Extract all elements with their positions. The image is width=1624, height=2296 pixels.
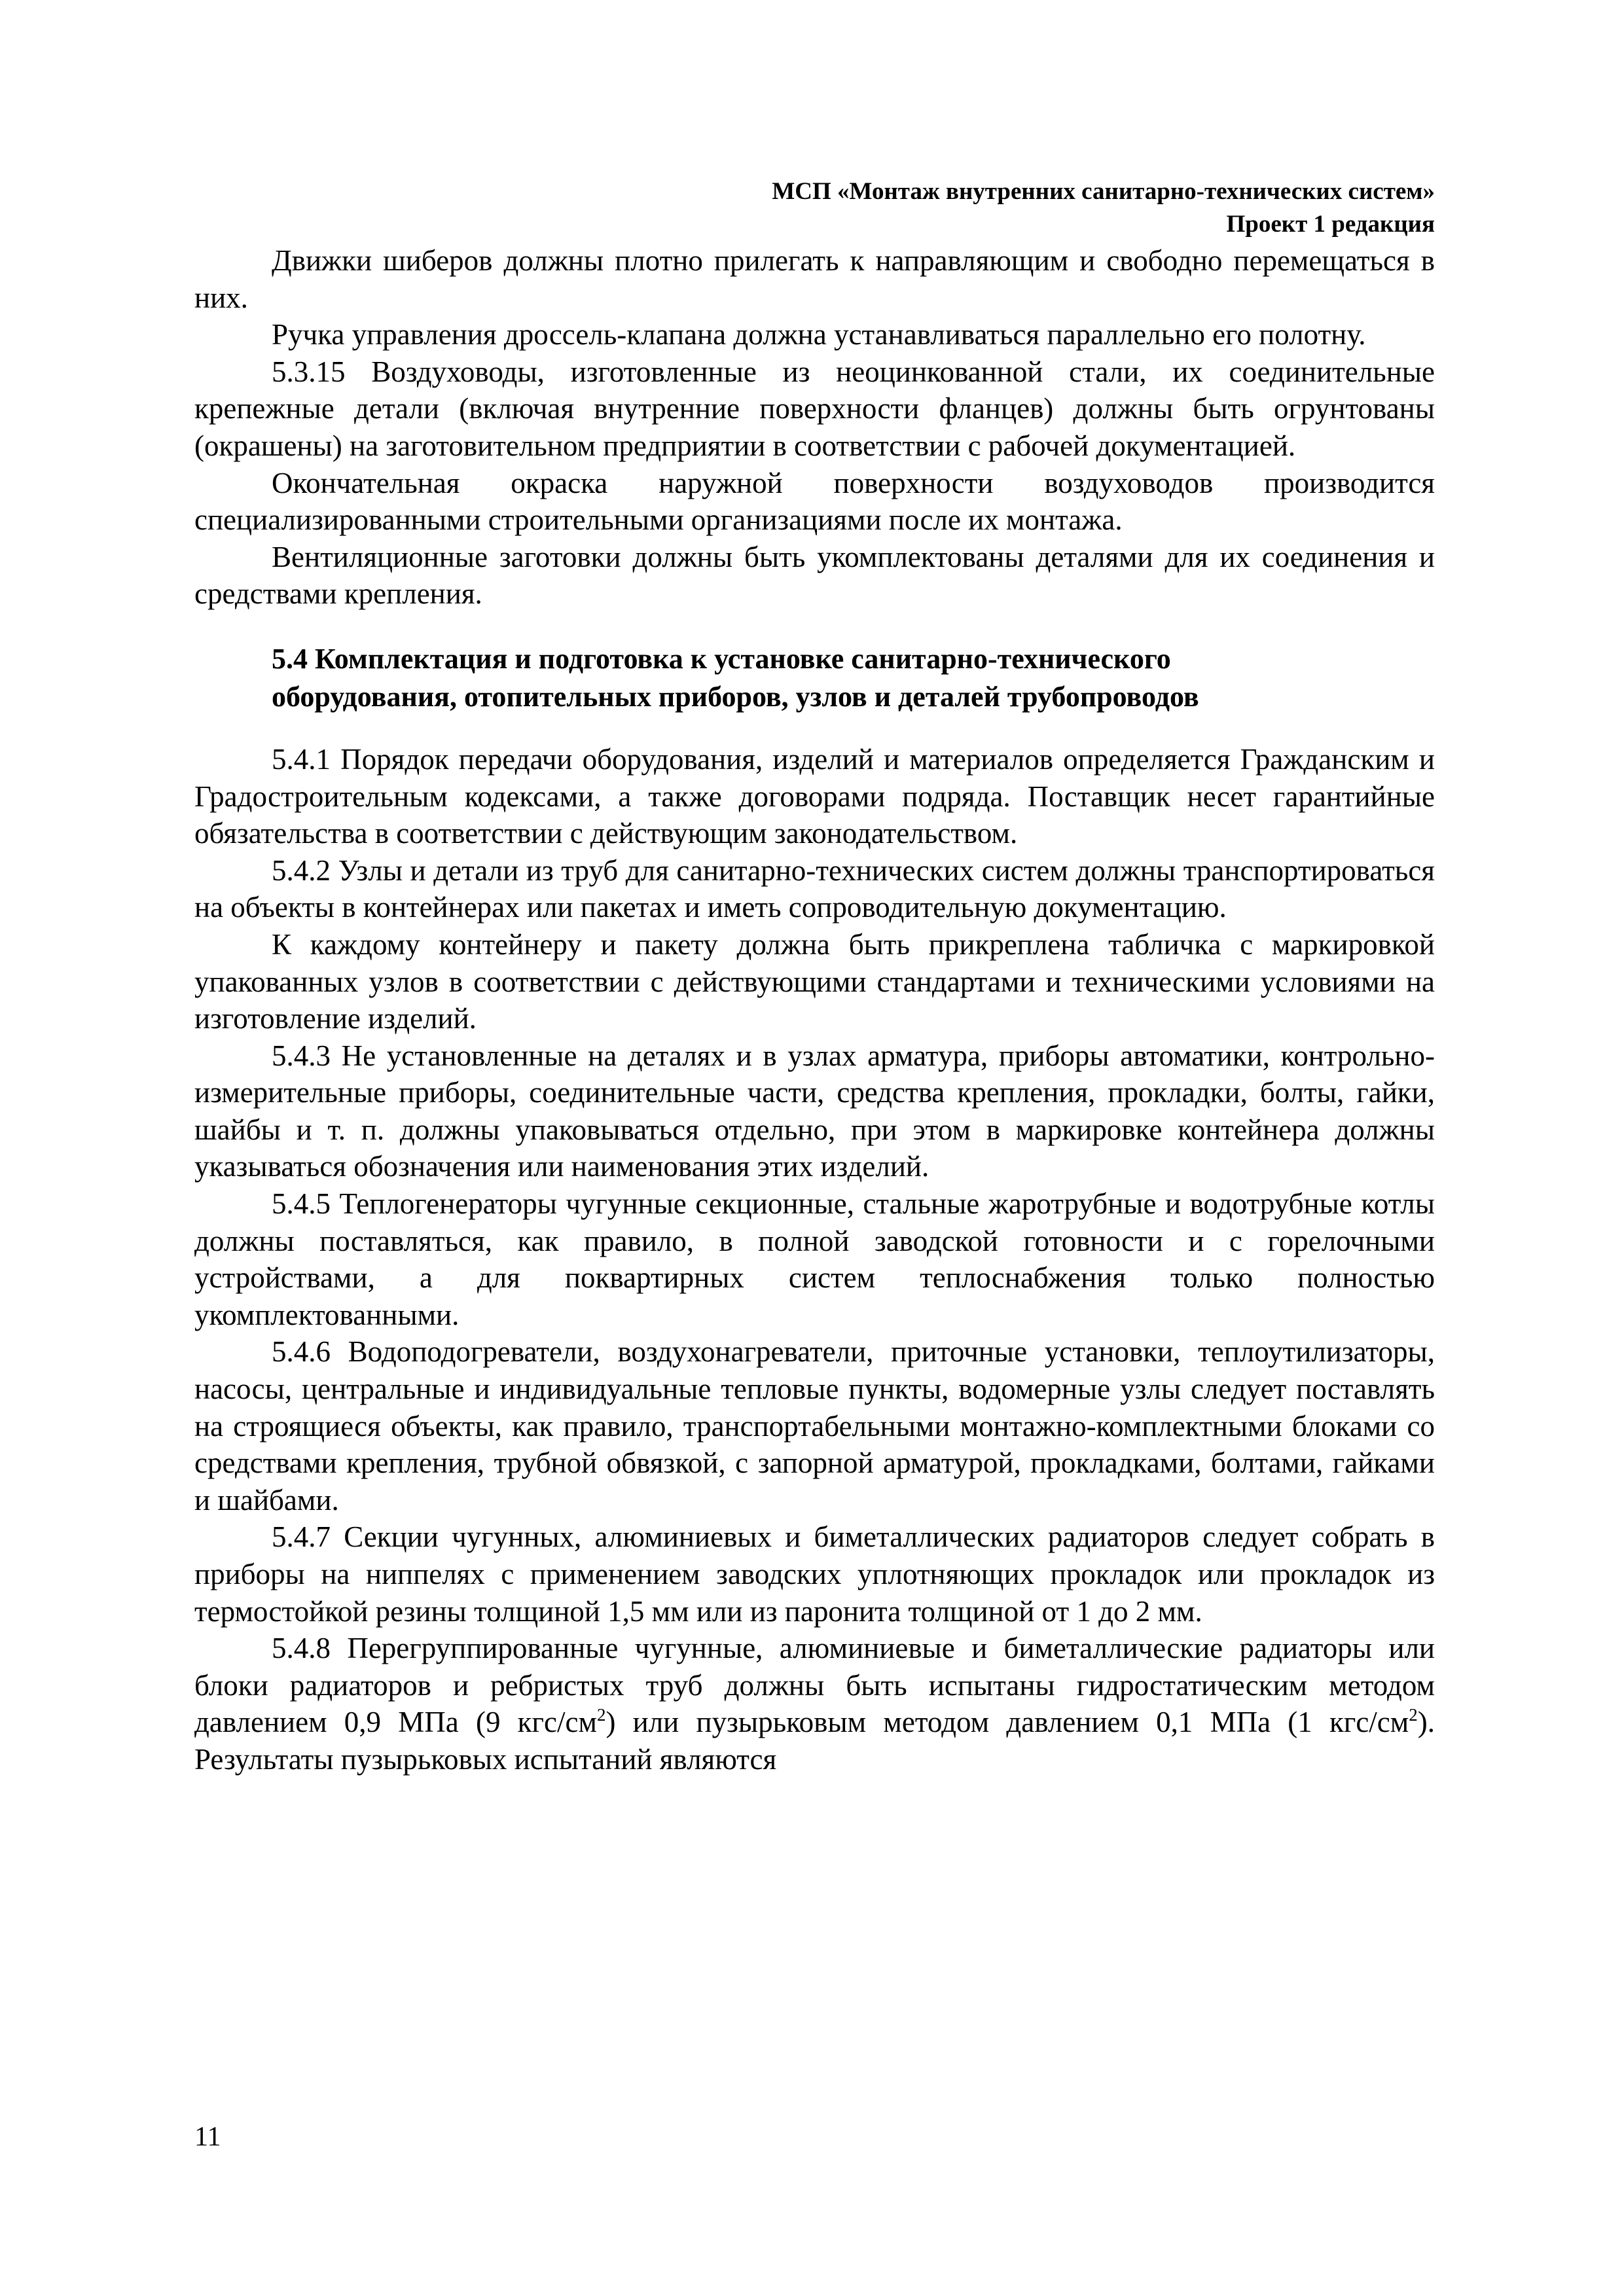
header-edition: Проект 1 редакция (1226, 211, 1435, 238)
paragraph: 5.4.7 Секции чугунных, алюминиевых и биметаллических радиаторов следует собрать в приборы на ниппелях с применением заводских уплотняющих прокладок или прокладок из термостойкой резины толщиной 1,5 мм или из паронита толщиной от 1 до 2 мм. (194, 1520, 1435, 1628)
page-number: 11 (194, 2122, 221, 2152)
superscript-2: 2 (1409, 1705, 1418, 1725)
section-heading (194, 640, 1435, 716)
section-heading-line-2: оборудования, отопительных приборов, узлов и деталей трубопроводов (272, 680, 1199, 713)
paragraph: К каждому контейнеру и пакету должна быть прикреплена табличка с маркировкой упакованных узлов в соответствии с действующими стандартами и техническими условиями на изготовление изделий. (194, 927, 1435, 1035)
paragraph: 5.3.15 Воздуховоды, изготовленные из неоцинкованной стали, их соединительные крепежные детали (включая внутренние поверхности фланцев) должны быть огрунтованы (окрашены) на заготовительном предприятии в соответствии с рабочей документацией. (194, 355, 1435, 462)
last-paragraph-part-3: ). Результаты пузырьковых испытаний являются (194, 1706, 1435, 1776)
paragraph: 5.4.2 Узлы и детали из труб для санитарно-технических систем должны транспортироваться на объекты в контейнерах или пакетах и иметь сопроводительную документацию. (194, 853, 1435, 924)
paragraph: Ручка управления дроссель-клапана должна устанавливаться параллельно его полотну. (272, 318, 1366, 351)
superscript-2: 2 (596, 1705, 606, 1725)
paragraph: Вентиляционные заготовки должны быть укомплектованы деталями для их соединения и средствами крепления. (194, 540, 1435, 611)
header-title: МСП «Монтаж внутренних санитарно-технических систем» (772, 178, 1435, 205)
page-header (194, 175, 1435, 241)
paragraph: 5.4.3 Не установленные на деталях и в узлах арматура, приборы автоматики, контрольно-измерительные приборы, соединительные части, средства крепления, прокладки, болты, гайки, шайбы и т. п. должны упаковываться отдельно, при этом в маркировке контейнера должны указываться обозначения или наименования этих изделий. (194, 1039, 1435, 1183)
paragraph: 5.4.6 Водоподогреватели, воздухонагреватели, приточные установки, теплоутилизаторы, насосы, центральные и индивидуальные тепловые пункты, водомерные узлы следует поставлять на строящиеся объекты, как правило, транспортабельными монтажно-комплектными блоками со средствами крепления, трубной обвязкой, с запорной арматурой, прокладками, болтами, гайками и шайбами. (194, 1335, 1435, 1516)
last-paragraph-part-1: 5.4.8 Перегруппированные чугунные, алюминиевые и биметаллические радиаторы или блоки радиаторов и ребристых труб должны быть испытаны гидростатическим методом давлением 0,9 МПа (9 кгс/см (194, 1632, 1435, 1739)
paragraph: Движки шиберов должны плотно прилегать к направляющим и свободно перемещаться в них. (194, 244, 1435, 314)
document-body (194, 242, 1435, 1778)
paragraph: Окончательная окраска наружной поверхности воздуховодов производится специализированными строительными организациями после их монтажа. (194, 466, 1435, 537)
paragraph: 5.4.5 Теплогенераторы чугунные секционные, стальные жаротрубные и водотрубные котлы должны поставляться, как правило, в полной заводской готовности и с горелочными устройствами, а для поквартирных систем теплоснабжения только полностью укомплектованными. (194, 1187, 1435, 1331)
section-heading-line-1: 5.4 Комплектация и подготовка к установке санитарно-технического (272, 642, 1171, 675)
last-paragraph-part-2: ) или пузырьковым методом давлением 0,1 МПа (1 кгс/см (605, 1706, 1409, 1739)
paragraph: 5.4.1 Порядок передачи оборудования, изделий и материалов определяется Гражданским и Градостроительным кодексами, а также договорами подряда. Поставщик несет гарантийные обязательства в соответствии с действующим законодательством. (194, 742, 1435, 850)
paragraph-last (194, 1630, 1435, 1778)
